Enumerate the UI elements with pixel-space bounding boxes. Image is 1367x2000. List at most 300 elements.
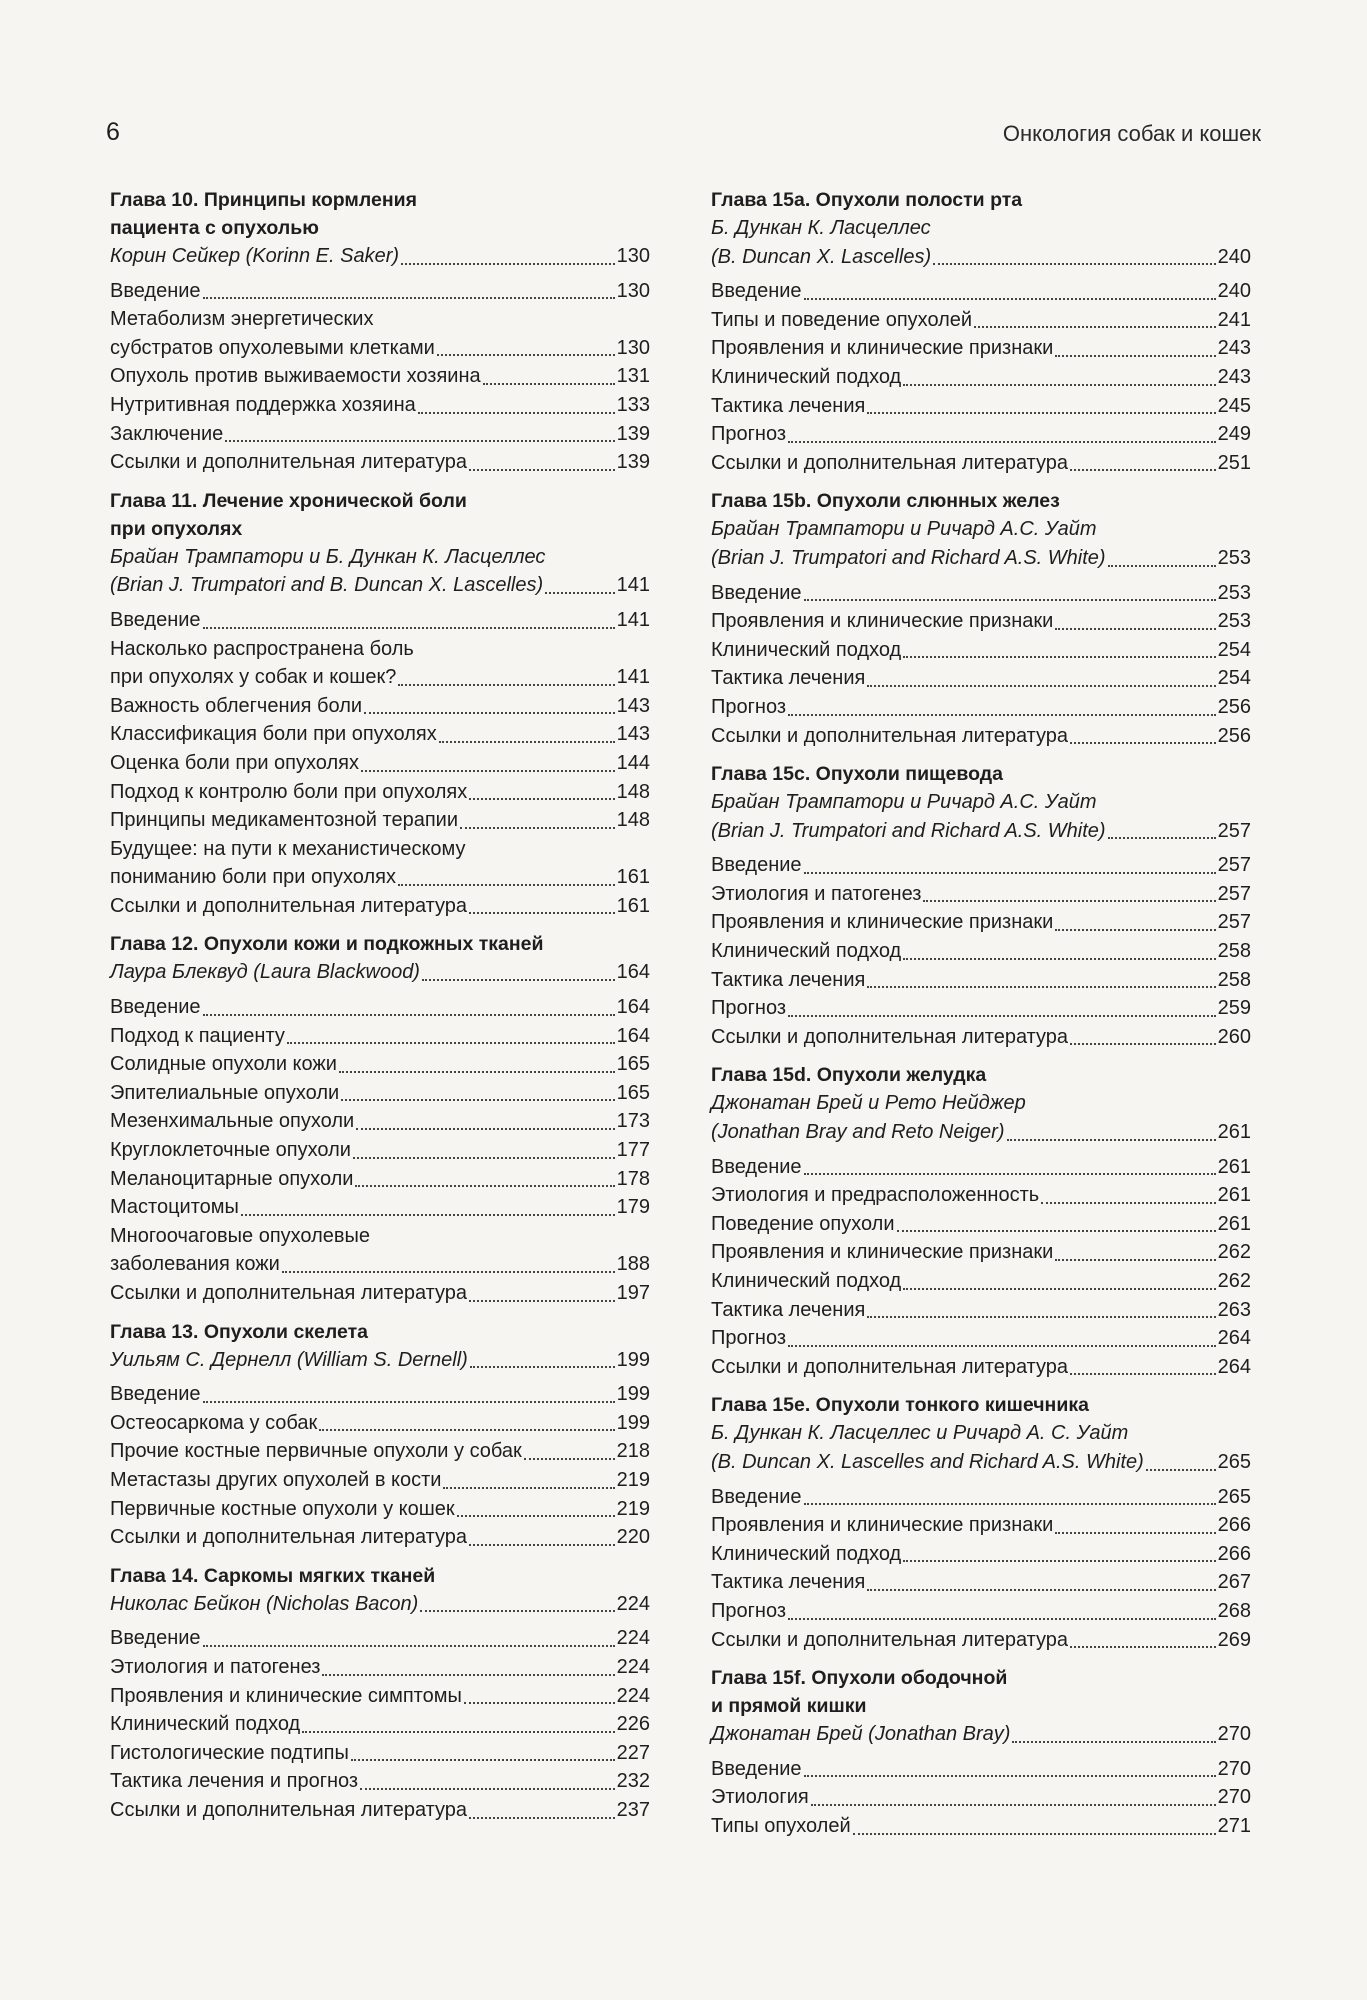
toc-entry-text: Клинический подход (110, 1713, 301, 1736)
chapter-author-line (110, 958, 650, 987)
toc-entry-page: 266 (1217, 1514, 1251, 1537)
toc-entry (711, 636, 1251, 665)
toc-entry (711, 449, 1251, 478)
toc-entry-page: 131 (616, 365, 650, 388)
toc-entry (110, 1466, 650, 1495)
toc-entry (711, 1511, 1251, 1540)
chapter-author-line-text: (Brian J. Trumpatori and Richard A.S. White) (711, 546, 1106, 569)
toc-entry-page: 148 (616, 809, 650, 832)
toc-entry (711, 1153, 1251, 1182)
toc-right-column (711, 186, 1251, 1851)
toc-entry (110, 663, 650, 692)
toc-entry (110, 1523, 650, 1552)
toc-entry-page: 177 (616, 1139, 650, 1162)
toc-entry-page: 258 (1217, 940, 1251, 963)
toc-chapter (110, 930, 650, 1307)
toc-entry-page: 261 (1217, 1155, 1251, 1178)
toc-entry (110, 362, 650, 391)
chapter-title-line: Глава 15a. Опухоли полости рта (711, 189, 1023, 211)
dot-leader (867, 412, 1215, 414)
toc-entry (110, 1653, 650, 1682)
chapter-author: Брайан Трампатори и Б. Дункан К. Ласцеллес (110, 545, 546, 568)
toc-entry-line: Метаболизм энергетических (110, 308, 374, 331)
toc-left-column (110, 186, 650, 1835)
dot-leader (524, 1458, 615, 1460)
chapter-title (110, 487, 650, 543)
toc-entry-page: 243 (1217, 365, 1251, 388)
toc-entry-text: Опухоль против выживаемости хозяина (110, 365, 481, 388)
toc-entry-text: Введение (110, 996, 201, 1019)
dot-leader (1146, 1469, 1216, 1471)
toc-entry-page: 257 (1217, 854, 1251, 877)
toc-entry (110, 1624, 650, 1653)
toc-entry (711, 363, 1251, 392)
dot-leader (469, 1300, 615, 1302)
toc-entry-text: Первичные костные опухоли у кошек (110, 1497, 455, 1520)
toc-entry-page: 268 (1217, 1599, 1251, 1622)
chapter-author-line-text: (B. Duncan X. Lascelles) (711, 245, 932, 268)
toc-entry (110, 1380, 650, 1409)
dot-leader (203, 627, 615, 629)
dot-leader (867, 1589, 1215, 1591)
chapter-author-line-text: Корин Сейкер (Korinn E. Saker) (110, 245, 400, 267)
toc-entry-text: Введение (110, 1627, 201, 1650)
dot-leader (241, 1214, 615, 1216)
toc-entry-text: Принципы медикаментозной терапии (110, 809, 458, 832)
dot-leader (469, 1544, 615, 1546)
chapter-author-line (110, 242, 650, 271)
toc-entry-text: Ссылки и дополнительная литература (110, 1798, 468, 1821)
chapter-author-line (711, 1720, 1251, 1749)
chapter-title (711, 1391, 1251, 1419)
toc-entry-text: Ссылки и дополнительная литература (110, 1282, 468, 1304)
toc-entry-page: 143 (616, 723, 650, 746)
toc-entry-page: 257 (1217, 911, 1251, 934)
toc-entry-text: Метастазы других опухолей в кости (110, 1468, 442, 1491)
toc-entry-page: 253 (1217, 610, 1251, 633)
toc-entry-page: 261 (1217, 1184, 1251, 1207)
toc-entry-line: Многоочаговые опухолевые (110, 1224, 371, 1247)
chapter-author: Б. Дункан К. Ласцеллес (711, 217, 931, 239)
toc-entry (110, 606, 650, 635)
chapter-author: Брайан Трампатори и Ричард А.С. Уайт (711, 518, 1097, 541)
toc-entry-text: Клинический подход (711, 1270, 902, 1292)
toc-entry (711, 880, 1251, 909)
chapter-author-line-page: 130 (616, 245, 650, 267)
toc-entry-page: 165 (616, 1081, 650, 1104)
toc-entry (711, 392, 1251, 421)
dot-leader (469, 1817, 615, 1819)
chapter-author-line-page: 253 (1217, 546, 1251, 569)
toc-entry-text: Введение (711, 1757, 802, 1780)
chapter-title-line: Глава 13. Опухоли скелета (110, 1320, 369, 1343)
toc-entry-page: 269 (1217, 1628, 1251, 1651)
toc-chapter (711, 1061, 1251, 1381)
toc-entry (711, 1597, 1251, 1626)
chapter-author-line (711, 544, 1251, 573)
toc-entry (711, 1568, 1251, 1597)
chapter-author: Брайан Трампатори и Ричард А.С. Уайт (711, 791, 1097, 814)
dot-leader (1070, 469, 1216, 471)
chapter-title-line: Глава 11. Лечение хронической боли (110, 489, 467, 512)
chapter-title (711, 760, 1251, 788)
chapter-author-line-text: Николас Бейкон (Nicholas Bacon) (110, 1592, 419, 1615)
toc-entry-text: Гистологические подтипы (110, 1741, 349, 1764)
dot-leader (788, 1345, 1216, 1347)
toc-entry (711, 1210, 1251, 1239)
chapter-title (110, 930, 650, 958)
dot-leader (203, 1401, 615, 1403)
toc-entry-page: 241 (1217, 308, 1251, 331)
toc-entry-text: Прогноз (711, 1599, 787, 1622)
toc-entry-text: Введение (711, 1485, 802, 1508)
toc-entry-page: 254 (1217, 638, 1251, 661)
toc-entry-text: Проявления и клинические признаки (711, 610, 1054, 633)
toc-entry (110, 391, 650, 420)
running-title: Онкология собак и кошек (1002, 121, 1261, 146)
dot-leader (867, 685, 1215, 687)
toc-entry-text: Проявления и клинические признаки (711, 911, 1054, 934)
dot-leader (788, 1618, 1216, 1620)
toc-entry (110, 420, 650, 449)
dot-leader (418, 412, 615, 414)
toc-entry-page: 139 (616, 422, 650, 445)
toc-entry-page: 262 (1217, 1270, 1251, 1292)
toc-entry-page: 130 (616, 336, 650, 359)
toc-entry-page: 243 (1217, 337, 1251, 360)
toc-entry-page: 224 (616, 1684, 650, 1707)
toc-entry-text: Тактика лечения и прогноз (110, 1770, 359, 1793)
dot-leader (788, 1015, 1216, 1017)
toc-entry (711, 1483, 1251, 1512)
toc-entry-page: 173 (616, 1110, 650, 1133)
toc-entry-text: Введение (711, 854, 802, 877)
toc-chapter (711, 1664, 1251, 1840)
toc-entry-text: заболевания кожи (110, 1253, 280, 1276)
toc-entry (110, 334, 650, 363)
dot-leader (469, 912, 615, 914)
toc-entry-text: Ссылки и дополнительная литература (711, 451, 1069, 474)
dot-leader (1055, 628, 1215, 630)
dot-leader (1055, 1532, 1215, 1534)
dot-leader (439, 741, 615, 743)
toc-entry-text: Введение (110, 279, 201, 302)
dot-leader (364, 712, 615, 714)
dot-leader (282, 1271, 615, 1273)
toc-entry-page: 254 (1217, 667, 1251, 690)
toc-entry-text: Типы опухолей (711, 1814, 851, 1837)
dot-leader (460, 827, 615, 829)
toc-entry-page: 161 (616, 866, 650, 889)
chapter-title-line: и прямой кишки (711, 1695, 867, 1718)
toc-entry-text: Этиология (711, 1786, 809, 1809)
toc-entry-text: Введение (110, 608, 201, 631)
toc-entry-page: 143 (616, 694, 650, 717)
toc-entry-page: 265 (1217, 1485, 1251, 1508)
dot-leader (1055, 1259, 1215, 1261)
toc-entry-page: 270 (1217, 1786, 1251, 1809)
chapter-title-line: Глава 14. Саркомы мягких тканей (110, 1564, 436, 1587)
toc-entry-page: 199 (616, 1383, 650, 1406)
chapter-title-line: Глава 15e. Опухоли тонкого кишечника (711, 1394, 1089, 1417)
toc-entry (110, 749, 650, 778)
toc-entry (110, 993, 650, 1022)
dot-leader (443, 1487, 614, 1489)
dot-leader (203, 1645, 615, 1647)
chapter-title (110, 1318, 650, 1346)
toc-entry (110, 806, 650, 835)
toc-entry-text: Прогноз (711, 997, 787, 1020)
dot-leader (356, 1128, 614, 1130)
dot-leader (804, 599, 1216, 601)
toc-entry-text: Круглоклеточные опухоли (110, 1139, 351, 1162)
toc-entry-text: Ссылки и дополнительная литература (110, 894, 468, 917)
toc-entry-page: 266 (1217, 1542, 1251, 1565)
toc-entry-text: Проявления и клинические признаки (711, 1241, 1054, 1264)
toc-entry (711, 1626, 1251, 1655)
dot-leader (1070, 1043, 1216, 1045)
toc-entry (711, 1324, 1251, 1353)
toc-entry-text: Меланоцитарные опухоли (110, 1167, 354, 1190)
toc-entry-page: 178 (616, 1167, 650, 1190)
dot-leader (361, 770, 615, 772)
toc-entry-page: 220 (616, 1526, 650, 1549)
toc-entry-page: 249 (1217, 423, 1251, 446)
toc-entry (711, 1181, 1251, 1210)
toc-entry-page: 264 (1217, 1355, 1251, 1378)
dot-leader (867, 1316, 1215, 1318)
toc-entry (711, 1023, 1251, 1052)
toc-entry-page: 260 (1217, 1025, 1251, 1048)
toc-entry (711, 579, 1251, 608)
toc-entry-page: 139 (616, 451, 650, 474)
dot-leader (897, 1230, 1216, 1232)
toc-entry-page: 226 (616, 1713, 650, 1736)
toc-entry (711, 664, 1251, 693)
toc-entry (711, 1267, 1251, 1296)
toc-entry-text: Введение (711, 280, 802, 303)
toc-entry-text: Оценка боли при опухолях (110, 751, 359, 774)
chapter-author-line (711, 1448, 1251, 1477)
toc-entry (110, 1193, 650, 1222)
dot-leader (1007, 1139, 1216, 1141)
chapter-author-line (711, 817, 1251, 846)
toc-entry-text: Важность облегчения боли (110, 694, 363, 717)
toc-entry-text: Ссылки и дополнительная литература (711, 1355, 1069, 1378)
toc-entry-text: Тактика лечения (711, 394, 866, 417)
toc-entry-page: 141 (616, 666, 650, 689)
dot-leader (339, 1071, 615, 1073)
chapter-author-line-page: 224 (616, 1592, 650, 1615)
chapter-author-line-text: (B. Duncan X. Lascelles and Richard A.S. White) (711, 1450, 1144, 1473)
toc-entry-page: 133 (616, 393, 650, 416)
dot-leader (1041, 1202, 1215, 1204)
toc-entry-page: 232 (616, 1770, 650, 1793)
toc-entry-page: 258 (1217, 968, 1251, 991)
dot-leader (804, 1775, 1216, 1777)
dot-leader (788, 441, 1216, 443)
toc-entry-page: 257 (1217, 882, 1251, 905)
toc-entry (711, 1540, 1251, 1569)
dot-leader (903, 1560, 1215, 1562)
toc-entry (711, 607, 1251, 636)
dot-leader (545, 592, 614, 594)
toc-entry-text: Клинический подход (711, 365, 902, 388)
chapter-author-line (711, 1118, 1251, 1147)
toc-entry-text: Классификация боли при опухолях (110, 723, 437, 746)
dot-leader (319, 1429, 614, 1431)
chapter-title-line: Глава 10. Принципы кормления (110, 189, 417, 211)
toc-entry (110, 1279, 650, 1308)
toc-entry-text: Тактика лечения (711, 1571, 866, 1594)
toc-entry-page: 141 (616, 608, 650, 631)
toc-chapter (110, 186, 650, 477)
dot-leader (1108, 565, 1216, 567)
chapter-title-line: Глава 15d. Опухоли желудка (711, 1064, 987, 1087)
dot-leader (923, 900, 1215, 902)
toc-entry (711, 1812, 1251, 1841)
toc-entry (110, 1767, 650, 1796)
toc-entry (110, 1495, 650, 1524)
chapter-title (711, 487, 1251, 515)
chapter-title-line: Глава 15f. Опухоли ободочной (711, 1667, 1008, 1690)
dot-leader (203, 1014, 615, 1016)
toc-entry (711, 277, 1251, 306)
toc-entry-page: 164 (616, 1024, 650, 1047)
chapter-author: Б. Дункан К. Ласцеллес и Ричард А. С. Уайт (711, 1422, 1129, 1445)
dot-leader (351, 1759, 615, 1761)
toc-chapter (110, 1562, 650, 1825)
toc-entry-text: Прочие костные первичные опухоли у собак (110, 1440, 522, 1463)
toc-entry (110, 720, 650, 749)
toc-entry-text: Ссылки и дополнительная литература (110, 451, 468, 474)
chapter-author-line (110, 1590, 650, 1619)
toc-entry-page: 165 (616, 1053, 650, 1076)
toc-entry-text: Клинический подход (711, 940, 902, 963)
toc-entry (711, 908, 1251, 937)
chapter-title (711, 1061, 1251, 1089)
dot-leader (469, 469, 615, 471)
chapter-author-line-page: 141 (616, 574, 650, 597)
chapter-author-line (110, 1346, 650, 1375)
toc-entry (110, 1409, 650, 1438)
toc-chapter (711, 1391, 1251, 1654)
toc-entry-text: Этиология и патогенез (110, 1655, 321, 1678)
toc-entry-page: 148 (616, 780, 650, 803)
chapter-author-line (711, 243, 1251, 272)
toc-entry (110, 277, 650, 306)
chapter-author-line-page: 261 (1217, 1121, 1251, 1144)
dot-leader (804, 1173, 1216, 1175)
chapter-author-line-text: Уильям С. Дернелл (William S. Dernell) (110, 1348, 468, 1371)
toc-entry-text: Тактика лечения (711, 968, 866, 991)
toc-entry-page: 219 (616, 1497, 650, 1520)
dot-leader (469, 798, 614, 800)
toc-entry (110, 1107, 650, 1136)
toc-entry-text: Мезенхимальные опухоли (110, 1110, 355, 1133)
toc-entry-page: 256 (1217, 695, 1251, 718)
toc-chapter (711, 760, 1251, 1051)
toc-entry-text: Этиология и патогенез (711, 882, 922, 905)
toc-entry-page: 240 (1217, 280, 1251, 303)
toc-entry-text: Ссылки и дополнительная литература (110, 1526, 468, 1549)
toc-entry-text: Прогноз (711, 423, 787, 446)
dot-leader (1055, 929, 1215, 931)
toc-entry-text: Типы и поведение опухолей (711, 308, 973, 331)
toc-entry (711, 851, 1251, 880)
chapter-author-line (110, 571, 650, 600)
dot-leader (287, 1042, 615, 1044)
chapter-author-line-text: (Brian J. Trumpatori and B. Duncan X. Lascelles) (110, 574, 544, 597)
toc-entry-text: Поведение опухоли (711, 1212, 895, 1235)
toc-entry (110, 863, 650, 892)
dot-leader (437, 354, 615, 356)
toc-entry-text: Ссылки и дополнительная литература (711, 724, 1069, 747)
toc-entry-text: Проявления и клинические симптомы (110, 1684, 462, 1707)
dot-leader (867, 986, 1215, 988)
toc-entry (110, 1682, 650, 1711)
toc-entry (711, 334, 1251, 363)
toc-entry (110, 892, 650, 921)
chapter-author-line-text: Лаура Блеквуд (Laura Blackwood) (110, 961, 420, 984)
chapter-title-line: Глава 15b. Опухоли слюнных желез (711, 490, 1060, 513)
chapter-author-line-page: 199 (616, 1348, 650, 1371)
chapter-author-line-page: 257 (1217, 819, 1251, 842)
chapter-title-line: пациента с опухолью (110, 217, 319, 239)
toc-entry (711, 722, 1251, 751)
toc-entry-page: 219 (616, 1468, 650, 1491)
toc-entry-page: 259 (1217, 997, 1251, 1020)
toc-entry-page: 179 (616, 1196, 650, 1219)
dot-leader (804, 1503, 1216, 1505)
toc-entry-text: Проявления и клинические признаки (711, 1514, 1054, 1537)
dot-leader (1012, 1741, 1215, 1743)
toc-entry-text: при опухолях у собак и кошек? (110, 666, 397, 689)
toc-entry-text: Введение (110, 1383, 201, 1406)
toc-entry-text: Тактика лечения (711, 667, 866, 690)
toc-chapter (711, 487, 1251, 750)
dot-leader (974, 326, 1216, 328)
dot-leader (401, 263, 615, 265)
dot-leader (1055, 355, 1215, 357)
toc-entry-text: Клинический подход (711, 638, 902, 661)
dot-leader (1070, 1646, 1216, 1648)
dot-leader (398, 684, 614, 686)
toc-entry (711, 1783, 1251, 1812)
chapter-title (711, 1664, 1251, 1720)
toc-entry-page: 261 (1217, 1212, 1251, 1235)
toc-entry-page: 164 (616, 996, 650, 1019)
dot-leader (903, 384, 1215, 386)
chapter-title-line: при опухолях (110, 517, 243, 540)
dot-leader (420, 1610, 614, 1612)
toc-entry (110, 1136, 650, 1165)
toc-entry-line: Будущее: на пути к механистическому (110, 837, 466, 860)
toc-entry (711, 420, 1251, 449)
dot-leader (804, 872, 1216, 874)
chapter-author-line-text: (Jonathan Bray and Reto Neiger) (711, 1121, 1005, 1144)
toc-entry-text: Эпителиальные опухоли (110, 1081, 340, 1104)
toc-entry (110, 692, 650, 721)
toc-entry-text: Клинический подход (711, 1542, 902, 1565)
toc-entry (110, 1710, 650, 1739)
toc-entry-page: 270 (1217, 1757, 1251, 1780)
toc-entry (110, 1250, 650, 1279)
dot-leader (457, 1515, 615, 1517)
toc-entry-text: Прогноз (711, 1327, 787, 1350)
toc-entry-page: 188 (616, 1253, 650, 1276)
dot-leader (1108, 837, 1216, 839)
